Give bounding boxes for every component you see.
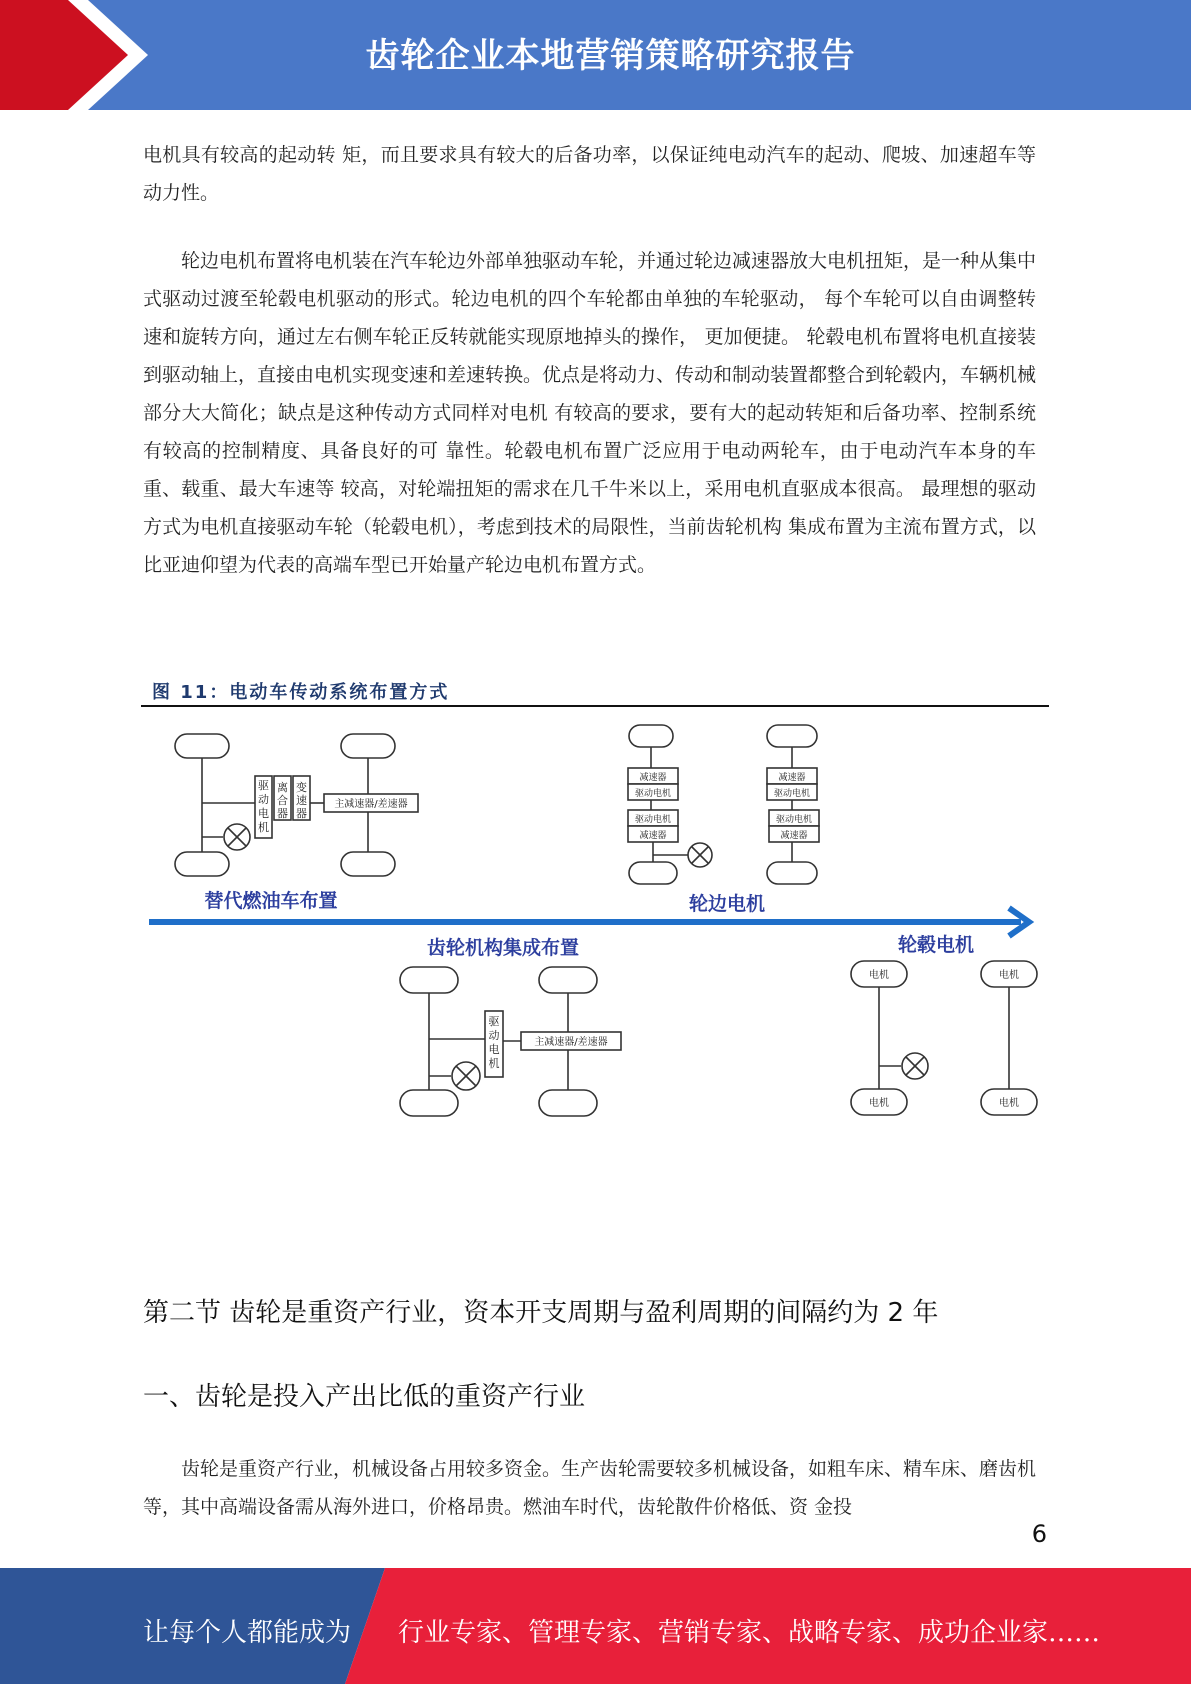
svg-text:机: 机 — [488, 1057, 500, 1070]
label-clutch-vertical — [277, 781, 288, 820]
label-drive-motor: 驱动电机 — [773, 789, 811, 799]
wheel-icon — [175, 734, 229, 758]
label-reducer: 减速器 — [778, 773, 806, 783]
wheel-icon — [539, 1090, 597, 1116]
svg-text:器: 器 — [296, 807, 307, 820]
label-reducer: 减速器 — [639, 831, 667, 841]
label-reducer: 减速器 — [639, 773, 667, 783]
label-motor: 电机 — [869, 1098, 889, 1109]
svg-text:驱: 驱 — [258, 779, 269, 792]
wheel-icon — [341, 734, 395, 758]
wheel-icon — [539, 967, 597, 993]
wheel-icon — [629, 862, 677, 884]
wheel-icon — [400, 967, 458, 993]
svg-text:电: 电 — [488, 1043, 500, 1056]
label-drive-motor: 驱动电机 — [634, 815, 672, 825]
svg-text:器: 器 — [277, 807, 288, 820]
svg-text:机: 机 — [258, 821, 269, 834]
label-motor: 电机 — [999, 970, 1019, 981]
paragraph-1: 电机具有较高的起动转 矩，而且要求具有较大的后备功率，以保证纯电动汽车的起动、爬坡、加速超车等动力性。 — [143, 144, 1036, 204]
label-main-reducer: 主减速器/差速器 — [534, 1037, 608, 1048]
label-drive-motor-vertical — [258, 779, 269, 834]
svg-text:驱: 驱 — [488, 1015, 500, 1028]
layout-wheel-side — [628, 725, 819, 884]
wheel-icon — [767, 725, 817, 747]
svg-text:变: 变 — [296, 781, 307, 794]
label-gearbox-vertical — [296, 780, 307, 820]
figure-caption: 图 11：电动车传动系统布置方式 — [152, 682, 450, 703]
wheel-icon — [629, 725, 673, 747]
section-heading: 第二节 齿轮是重资产行业，资本开支周期与盈利周期的间隔约为 2 年 — [143, 1298, 939, 1328]
svg-text:速: 速 — [296, 794, 307, 807]
stage-label-in-wheel: 轮毂电机 — [897, 934, 975, 956]
report-title: 齿轮企业本地营销策略研究报告 — [365, 36, 856, 76]
svg-text:动: 动 — [488, 1029, 500, 1042]
layout-in-wheel — [851, 961, 1037, 1115]
evolution-arrow-icon — [149, 908, 1029, 936]
footer-slogan-right: 行业专家、管理专家、营销专家、战略专家、成功企业家…… — [398, 1618, 1101, 1648]
figure-rule — [141, 705, 1049, 707]
svg-text:动: 动 — [258, 793, 269, 806]
svg-text:合: 合 — [277, 794, 288, 807]
wheel-icon — [175, 852, 229, 876]
page-header — [0, 0, 1191, 110]
stage-label-gear-integrated: 齿轮机构集成布置 — [426, 937, 580, 959]
label-drive-motor: 驱动电机 — [634, 789, 672, 799]
page-footer — [0, 1568, 1191, 1684]
label-main-reducer: 主减速器/差速器 — [334, 799, 408, 810]
label-drive-motor-vertical — [489, 1015, 500, 1070]
label-motor: 电机 — [999, 1098, 1019, 1109]
wheel-icon — [767, 862, 817, 884]
page-number: 6 — [1031, 1520, 1047, 1548]
wheel-icon — [400, 1090, 458, 1116]
label-reducer: 减速器 — [780, 831, 808, 841]
svg-text:离: 离 — [277, 781, 288, 794]
subsection-heading: 一、齿轮是投入产出比低的重资产行业 — [143, 1382, 586, 1412]
footer-slogan-left: 让每个人都能成为 — [143, 1618, 352, 1648]
stage-label-replace-fuel: 替代燃油车布置 — [204, 890, 338, 912]
label-motor: 电机 — [869, 970, 889, 981]
drivetrain-diagram — [141, 712, 1051, 1132]
stage-label-wheel-side: 轮边电机 — [688, 893, 766, 915]
paragraph-3: 齿轮是重资产行业，机械设备占用较多资金。生产齿轮需要较多机械设备，如粗车床、精车床、磨齿机等，其中高端设备需从海外进口，价格昂贵。燃油车时代，齿轮散件价格低、资 金投 — [143, 1458, 1037, 1518]
label-drive-motor: 驱动电机 — [775, 815, 813, 825]
wheel-icon — [341, 852, 395, 876]
paragraph-2: 轮边电机布置将电机装在汽车轮边外部单独驱动车轮，并通过轮边减速器放大电机扭矩，是一种从集中式驱动过渡至轮毂电机驱动的形式。轮边电机的四个车轮都由单独的车轮驱动， 每个车轮可以自由调整转速和旋转方向，通过左右侧车轮正反转就能实现原地掉头的操作， 更加便捷。 轮毂电机布置将电机直接装到驱动轴上，直接由电机实现变速和差速转换。优点是将动力、传动和制动装置都整合到轮毂内，车辆机械部分大大简化；缺点是这种传动方式同样对电机 有较高的要求，要有大的起动转矩和后备功率、控制系统有较高的控制精度、具备良好的可 靠性。轮毂电机布置广泛应用于电动两轮车，由于电动汽车本身的车重、载重、最大车速等 较高，对轮端扭矩的需求在几千牛米以上，采用电机直驱成本很高。 最理想的驱动方式为电机直接驱动车轮（轮毂电机），考虑到技术的局限性，当前齿轮机构 集成布置为主流布置方式，以比亚迪仰望为代表的高端车型已开始量产轮边电机布置方式。 — [143, 250, 1037, 576]
svg-text:电: 电 — [258, 807, 269, 820]
